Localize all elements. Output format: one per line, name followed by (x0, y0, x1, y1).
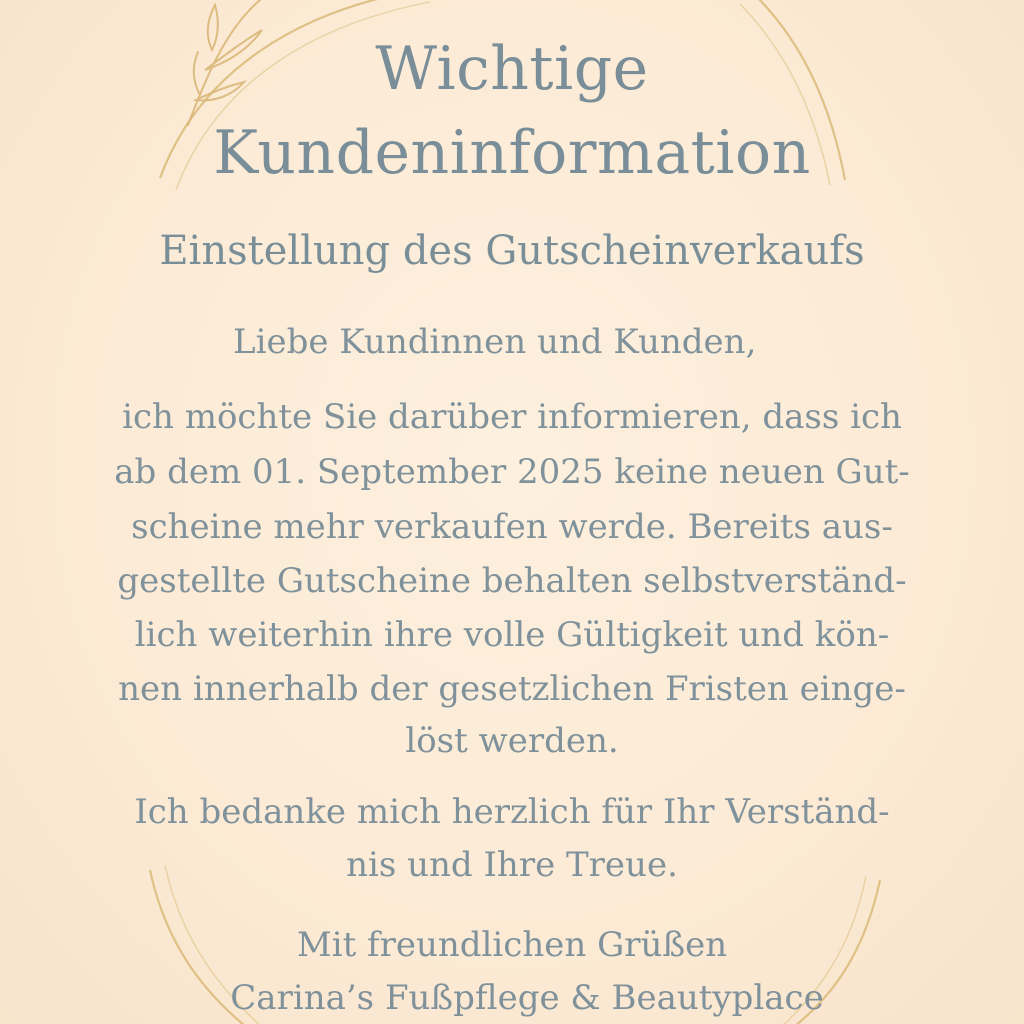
paragraph-line: gestellte Gutscheine behalten selbstverständ- (117, 561, 907, 601)
paragraph-line: ich möchte Sie darüber informieren, dass ich (122, 397, 902, 437)
paragraph-line: Ich bedanke mich herzlich für Ihr Verständ- (134, 792, 890, 832)
signature: Carina’s Fußpflege & Beautyplace (230, 978, 824, 1018)
page-title-line-1: Wichtige (375, 34, 649, 104)
page-title-line-2: Kundeninformation (213, 118, 811, 188)
paragraph-line: nen innerhalb der gesetzlichen Fristen einge- (118, 669, 906, 709)
paragraph-line: scheine mehr verkaufen werde. Bereits aus- (131, 507, 893, 547)
greeting: Liebe Kundinnen und Kunden, (233, 322, 757, 362)
paragraph-line: ab dem 01. September 2025 keine neuen Gut- (114, 452, 910, 492)
subtitle: Einstellung des Gutscheinverkaufs (159, 228, 865, 274)
paragraph-line: löst werden. (405, 721, 619, 761)
paragraph-line: lich weiterhin ihre volle Gültigkeit und kön- (134, 615, 890, 655)
paragraph-line: nis und Ihre Treue. (346, 845, 678, 885)
closing: Mit freundlichen Grüßen (296, 925, 728, 965)
